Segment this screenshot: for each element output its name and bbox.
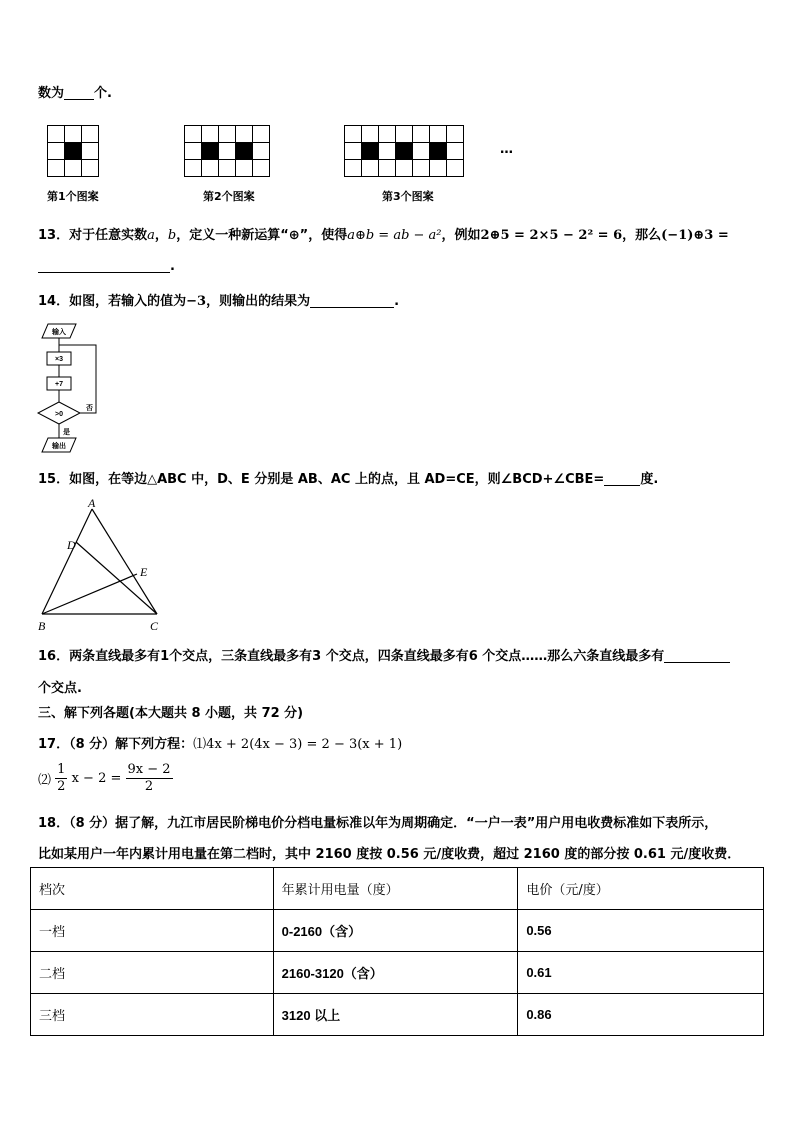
flow-output-label: 输出 xyxy=(52,443,66,450)
table-cell: 一档 xyxy=(31,910,274,952)
question-17-eq2: ⑵ $\frac{1}{2}$ x − 2 = $\frac{9x - 2}{2}$ xyxy=(38,762,171,794)
answer-blank xyxy=(604,471,640,486)
question-15: 15．如图，在等边△ABC 中，D、E 分别是 AB、AC 上的点，且 AD=CE，则∠BCD+∠CBE= 度. xyxy=(38,472,659,487)
answer-blank xyxy=(310,293,394,308)
pattern-3 xyxy=(344,125,464,177)
question-16: 16．两条直线最多有1个交点，三条直线最多有3 个交点，四条直线最多有6 个交点……那么六条直线最多有 xyxy=(38,645,730,664)
question-18-line1: 18．（8 分）据了解，九江市居民阶梯电价分档电量标准以年为周期确定．“一户一表”用户用电收费标准如下表所示， xyxy=(38,816,718,831)
flowchart xyxy=(36,320,106,458)
pattern-3-caption: 第3个图案 xyxy=(382,190,434,203)
vertex-c-label: C xyxy=(150,619,159,633)
triangle-figure xyxy=(30,494,170,636)
question-16-line2: 个交点. xyxy=(38,681,82,696)
question-13: 13．对于任意实数a，b，定义一种新运算“⊕”，使得a⊕b = ab − a²，例如2⊕5 = 2×5 − 2² = 6，那么(−1)⊕3 = xyxy=(38,228,729,243)
table-cell: 2160-3120（含） xyxy=(273,952,518,994)
vertex-b-label: B xyxy=(38,619,46,633)
table-row xyxy=(31,910,764,952)
table-cell: 三档 xyxy=(31,994,274,1036)
vertex-e-label: E xyxy=(140,565,148,579)
flow-condition-label: >0 xyxy=(55,411,63,418)
q12-tail: 数为 个. xyxy=(38,86,112,101)
table-cell: 二档 xyxy=(31,952,274,994)
answer-blank xyxy=(664,648,730,663)
table-cell: 0.61 xyxy=(518,952,764,994)
table-cell: 0-2160（含） xyxy=(273,910,518,952)
electricity-tier-table xyxy=(30,867,764,1036)
vertex-a-label: A xyxy=(88,496,96,510)
vertex-d-label: D xyxy=(67,538,76,552)
answer-blank xyxy=(64,85,94,100)
flow-multiply-label: ×3 xyxy=(55,356,63,363)
question-18-line2: 比如某用户一年内累计用电量在第二档时，其中 2160 度按 0.56 元/度收费，超过 2160 度的部分按 0.61 元/度收费． xyxy=(38,847,741,862)
answer-blank xyxy=(38,258,170,273)
pattern-1 xyxy=(47,125,99,177)
table-header-cell: 电价（元/度） xyxy=(518,868,764,910)
table-cell: 0.56 xyxy=(518,910,764,952)
table-cell: 3120 以上 xyxy=(273,994,518,1036)
flow-add-label: +7 xyxy=(55,381,63,388)
question-13-answer-line: . xyxy=(38,258,175,274)
pattern-2 xyxy=(184,125,270,177)
table-row xyxy=(31,994,764,1036)
fraction-rhs: $\frac{9x - 2}{2}$ xyxy=(127,762,171,794)
table-header-cell: 年累计用电量（度） xyxy=(273,868,518,910)
table-header-row xyxy=(31,868,764,910)
question-17: 17．（8 分）解下列方程：⑴4x + 2(4x − 3) = 2 − 3(x + 1) xyxy=(38,737,403,752)
table-header-cell: 档次 xyxy=(31,868,274,910)
pattern-2-caption: 第2个图案 xyxy=(203,190,255,203)
fraction-half: $\frac{1}{2}$ xyxy=(57,762,66,794)
question-14: 14．如图，若输入的值为−3，则输出的结果为 . xyxy=(38,294,400,309)
table-row xyxy=(31,952,764,994)
flow-input-label: 输入 xyxy=(52,329,66,336)
flow-no-label: 否 xyxy=(86,405,93,412)
section-3-heading: 三、解下列各题(本大题共 8 小题，共 72 分) xyxy=(38,706,304,721)
flow-yes-label: 是 xyxy=(63,429,70,436)
pattern-1-caption: 第1个图案 xyxy=(47,190,99,203)
pattern-ellipsis: … xyxy=(500,142,513,157)
table-cell: 0.86 xyxy=(518,994,764,1036)
